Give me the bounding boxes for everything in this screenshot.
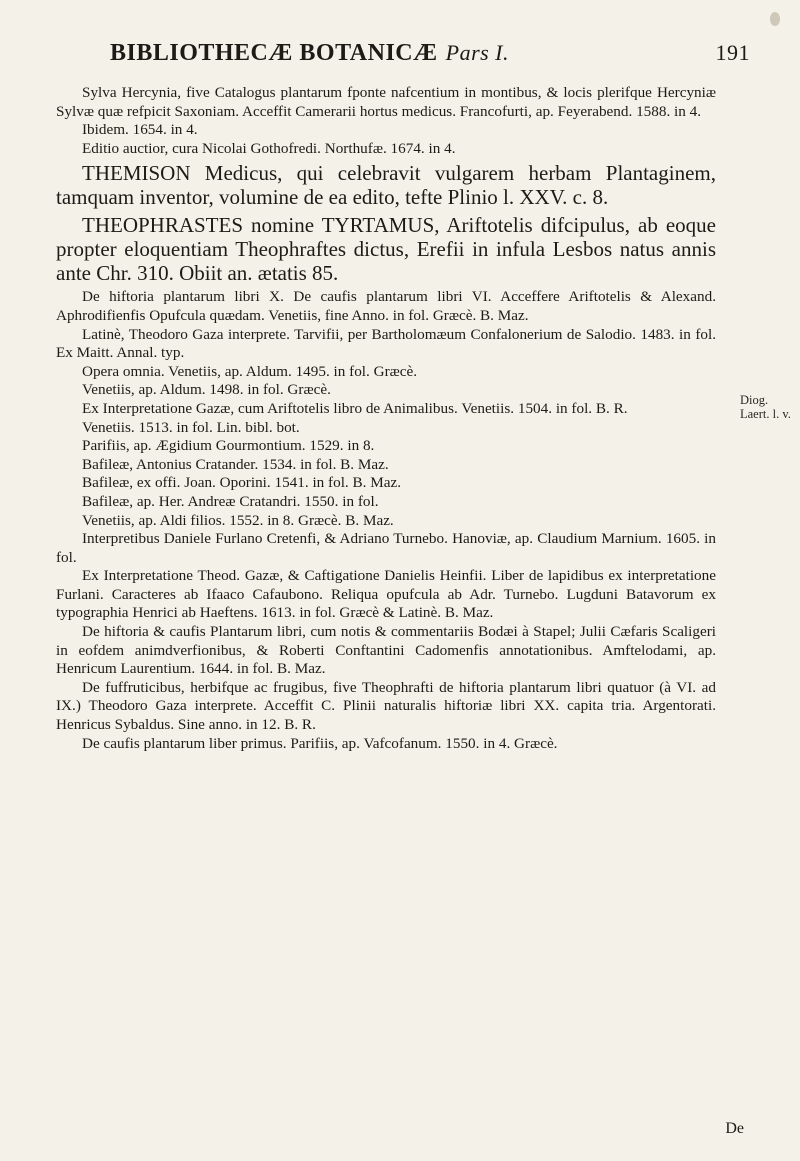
running-head (110, 40, 750, 67)
entry-venetiis-1498: Venetiis, ap. Aldum. 1498. in fol. Græcè. (82, 381, 331, 399)
entry-venetiis-1552: Venetiis, ap. Aldi filios. 1552. in 8. Græcè. B. Maz. (82, 511, 394, 529)
entry-gazae-interpretatione: Ex Interpretatione Gazæ, cum Ariftotelis libro de Animalibus. Venetiis. 1504. in fol. B. R. (82, 399, 628, 417)
entry-editio: Editio auctior, cura Nicolai Gothofredi. Northufæ. 1674. in 4. (82, 139, 456, 157)
entry-themison: THEMISON Medicus, qui celebravit vulgarem herbam Plantaginem, tamquam inventor, volumine de ea edito, tefte Plinio l. XXV. c. 8. (56, 161, 716, 210)
catchword: De (725, 1120, 744, 1137)
entry-latine-gaza: Latinè, Theodoro Gaza interprete. Tarvifii, per Bartholomæum Confalonerium de Salodio. 1483. in fol. Ex Maitt. Annal. typ. (56, 325, 716, 362)
page-body (56, 84, 716, 753)
entry-causis-plantarum: De caufis plantarum liber primus. Parifiis, ap. Vafcofanum. 1550. in 4. Græcè. (82, 734, 558, 752)
entry-venetiis-1513: Venetiis. 1513. in fol. Lin. bibl. bot. (82, 418, 300, 436)
entry-ibidem: Ibidem. 1654. in 4. (82, 121, 198, 139)
entry-lugduni-1613: Ex Interpretatione Theod. Gazæ, & Caftigatione Danielis Heinfii. Liber de lapidibus ex interpretatione Furlani. Caracteres ab Ifaaco Cafaubono. Reliqua opufcula ab Adr. Turnebo. Lugduni Batavorum ex typographia Henrici ab Haeftens. 1613. in fol. Græcè & Latinè. B. Maz. (56, 567, 716, 622)
entry-sylva-hercynia: Sylva Hercynia, five Catalogus plantarum fponte nafcentium in montibus, & locis plerifque Hercyniæ Sylvæ quæ refpicit Saxoniam. Acceffit Camerarii hortus medicus. Francofurti, ap. Feyerabend. 1588. in 4. (56, 84, 716, 120)
entry-theophrastes: THEOPHRASTES nomine TYRTAMUS, Ariftotelis difcipulus, ab eoque propter eloquentiam Theophraftes dictus, Erefii in infula Lesbos natus annis ante Chr. 310. Obiit an. ætatis 85. (56, 213, 716, 286)
margin-note: Diog. Laert. l. v. (740, 393, 791, 421)
entry-basileae-1550: Bafileæ, ap. Her. Andreæ Cratandri. 1550. in fol. (82, 492, 379, 510)
entry-amstelodami-1644: De hiftoria & caufis Plantarum libri, cum notis & commentariis Bodæi à Stapel; Julii Cæfaris Scaligeri in eofdem animdverfionibus, & Roberti Conftantini Cadomenfis annotationibus. Amftelodami, ap. Henricum Laurentium. 1644. in fol. B. Maz. (56, 623, 716, 678)
paper-stain (770, 12, 780, 26)
entry-suffruticibus: De fuffruticibus, herbifque ac frugibus, five Theophrafti de hiftoria plantarum libri quatuor (à VI. ad IX.) Theodoro Gaza interprete. Acceffit C. Plinii naturalis hiftoriæ libri XX. capita tria. Argentorati. Henricus Sybaldus. Sine anno. in 12. B. R. (56, 678, 716, 734)
running-head-part: Pars I. (445, 40, 510, 65)
entry-opera-omnia: Opera omnia. Venetiis, ap. Aldum. 1495. in fol. Græcè. (82, 362, 418, 380)
entry-basileae-1534: Bafileæ, Antonius Cratander. 1534. in fol. B. Maz. (82, 455, 389, 473)
entry-hanoviae-1605: Interpretibus Daniele Furlano Cretenfi, & Adriano Turnebo. Hanoviæ, ap. Claudium Marnium. 1605. in fol. (56, 530, 716, 566)
page-number: 191 (715, 40, 750, 65)
entry-parisiis-1529: Parifiis, ap. Ægidium Gourmontium. 1529. in 8. (82, 437, 375, 455)
entry-basileae-1541: Bafileæ, ex offi. Joan. Oporini. 1541. in fol. B. Maz. (82, 474, 402, 492)
entry-historia-plantarum: De hiftoria plantarum libri X. De caufis plantarum libri VI. Acceffere Ariftotelis & Alexand. Aphrodifienfis Opufcula quædam. Venetiis, fine Anno. in fol. Græcè. B. Maz. (56, 288, 716, 324)
running-head-title: BIBLIOTHECÆ BOTANICÆ (110, 40, 438, 66)
